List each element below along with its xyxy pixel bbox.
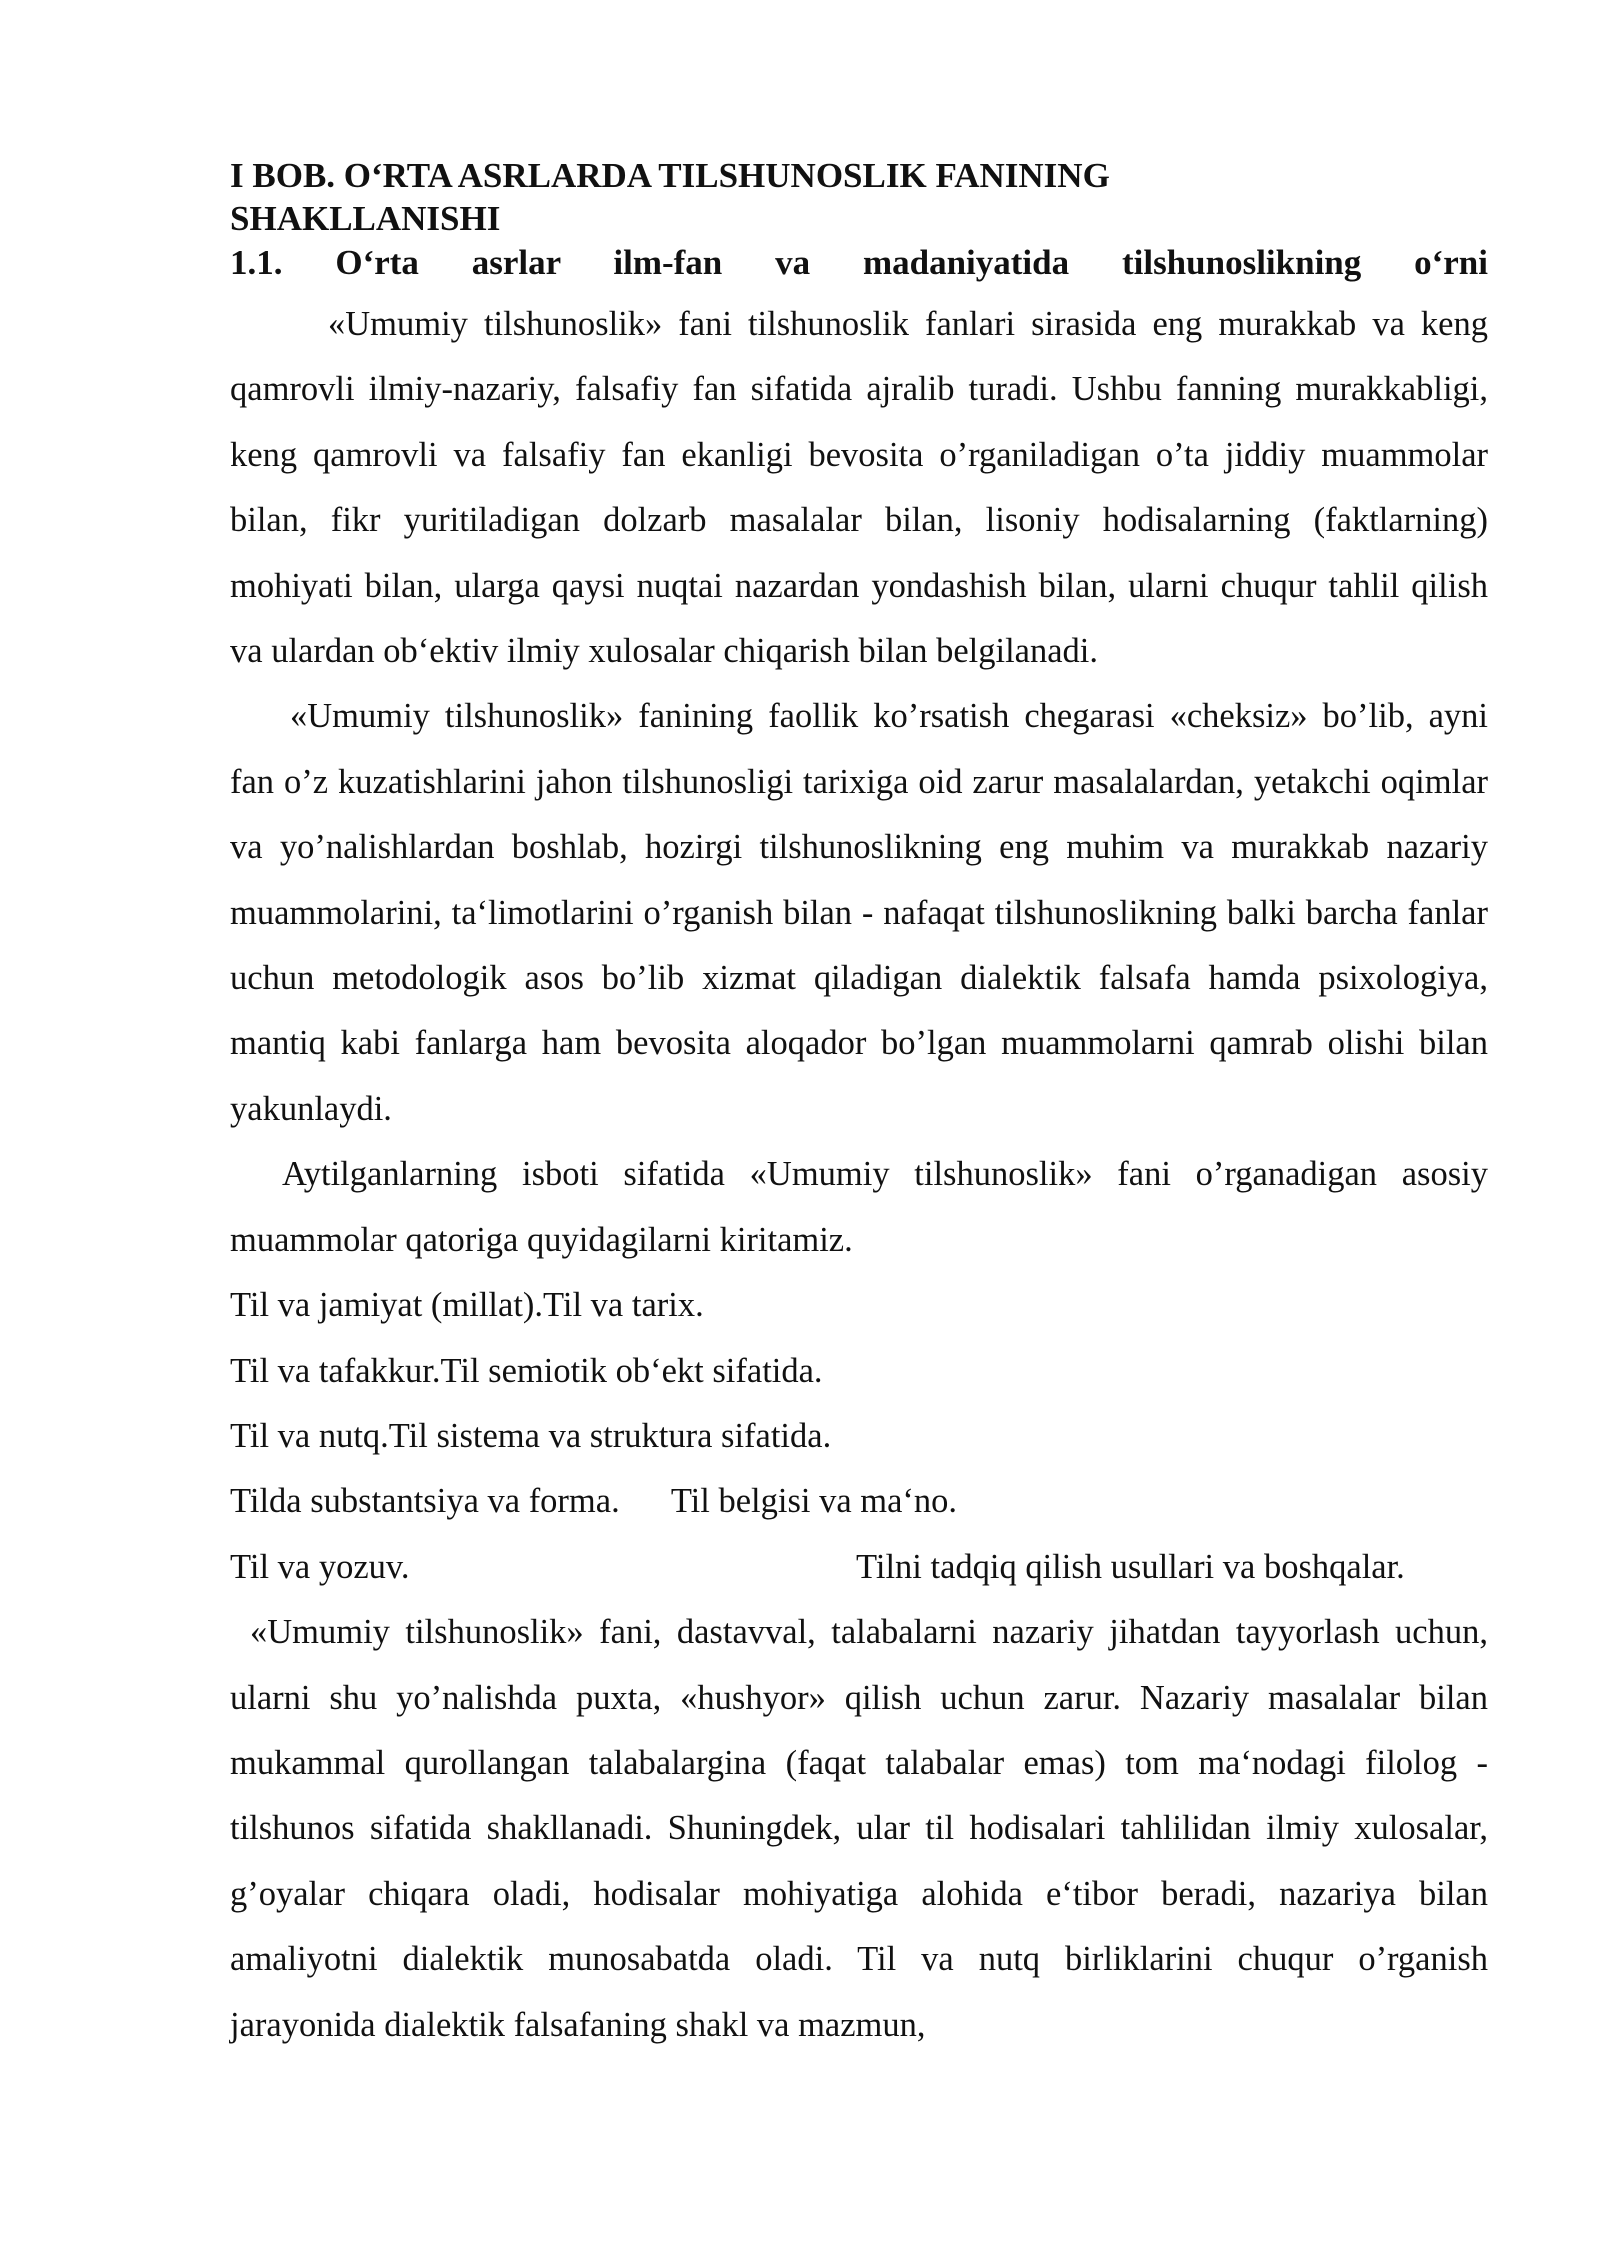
list-line-5-right: Tilni tadqiq qilish usullari va boshqalar. — [856, 1547, 1405, 1586]
paragraph-1: «Umumiy tilshunoslik» fani tilshunoslik fanlari sirasida eng murakkab va keng qamrovli ilmiy-nazariy, falsafiy fan sifatida ajralib turadi. Ushbu fanning murakkabligi, keng qamrovli va falsafiy fan ekanligi bevosita o’rganiladigan o’ta jiddiy muammolar bilan, fikr yuritiladigan dolzarb masalalar bilan, lisoniy hodisalarning (faktlarning) mohiyati bilan, ularga qaysi nuqtai nazardan yondashish bilan, ularni chuqur tahlil qilish va ulardan ob‘ektiv ilmiy xulosalar chiqarish bilan belgilanadi. — [230, 305, 1488, 671]
list-line-3: Til va nutq.Til sistema va struktura sifatida. — [230, 1416, 832, 1455]
list-line-5-left: Til va yozuv. — [230, 1547, 410, 1586]
section-title: 1.1. O‘rta asrlar ilm-fan va madaniyatida tilshunoslikning o‘rni — [230, 243, 1488, 282]
list-line-4: Tilda substantsiya va forma. Til belgisi va ma‘no. — [230, 1482, 958, 1521]
list-line-2: Til va tafakkur.Til semiotik ob‘ekt sifatida. — [230, 1351, 823, 1390]
paragraph-3: Aytilganlarning isboti sifatida «Umumiy tilshunoslik» fani o’rganadigan asosiy muammolar qatoriga quyidagilarni kiritamiz. — [230, 1155, 1488, 1259]
chapter-title-line2: SHAKLLANISHI — [230, 199, 501, 238]
list-line-1: Til va jamiyat (millat).Til va tarix. — [230, 1286, 704, 1325]
chapter-title-line1: I BOB. O‘RTA ASRLARDA TILSHUNOSLIK FANINING — [230, 156, 1110, 195]
paragraph-4: «Umumiy tilshunoslik» fani, dastavval, talabalarni nazariy jihatdan tayyorlash uchun, ularni shu yo’nalishda puxta, «hushyor» qilish uchun zarur. Nazariy masalalar bilan mukammal qurollangan talabalargina (faqat talabalar emas) tom ma‘nodagi filolog - tilshunos sifatida shakllanadi. Shuningdek, ular til hodisalari tahlilidan ilmiy xulosalar, g’oyalar chiqara oladi, hodisalar mohiyatiga alohida e‘tibor beradi, nazariya bilan amaliyotni dialektik munosabatda oladi. Til va nutq birliklarini chuqur o’rganish jarayonida dialektik falsafaning shakl va mazmun, — [230, 1613, 1488, 2044]
document-body — [230, 154, 1488, 2058]
list-line-5 — [230, 1535, 1488, 1600]
paragraph-2: «Umumiy tilshunoslik» fanining faollik ko’rsatish chegarasi «cheksiz» bo’lib, ayni fan o’z kuzatishlarini jahon tilshunosligi tarixiga oid zarur masalalardan, yetakchi oqimlar va yo’nalishlardan boshlab, hozirgi tilshunoslikning eng muhim va murakkab nazariy muammolarini, ta‘limotlarini o’rganish bilan - nafaqat tilshunoslikning balki barcha fanlar uchun metodologik asos bo’lib xizmat qiladigan dialektik falsafa hamda psixologiya, mantiq kabi fanlarga ham bevosita aloqador bo’lgan muammolarni qamrab olishi bilan yakunlaydi. — [230, 697, 1488, 1128]
